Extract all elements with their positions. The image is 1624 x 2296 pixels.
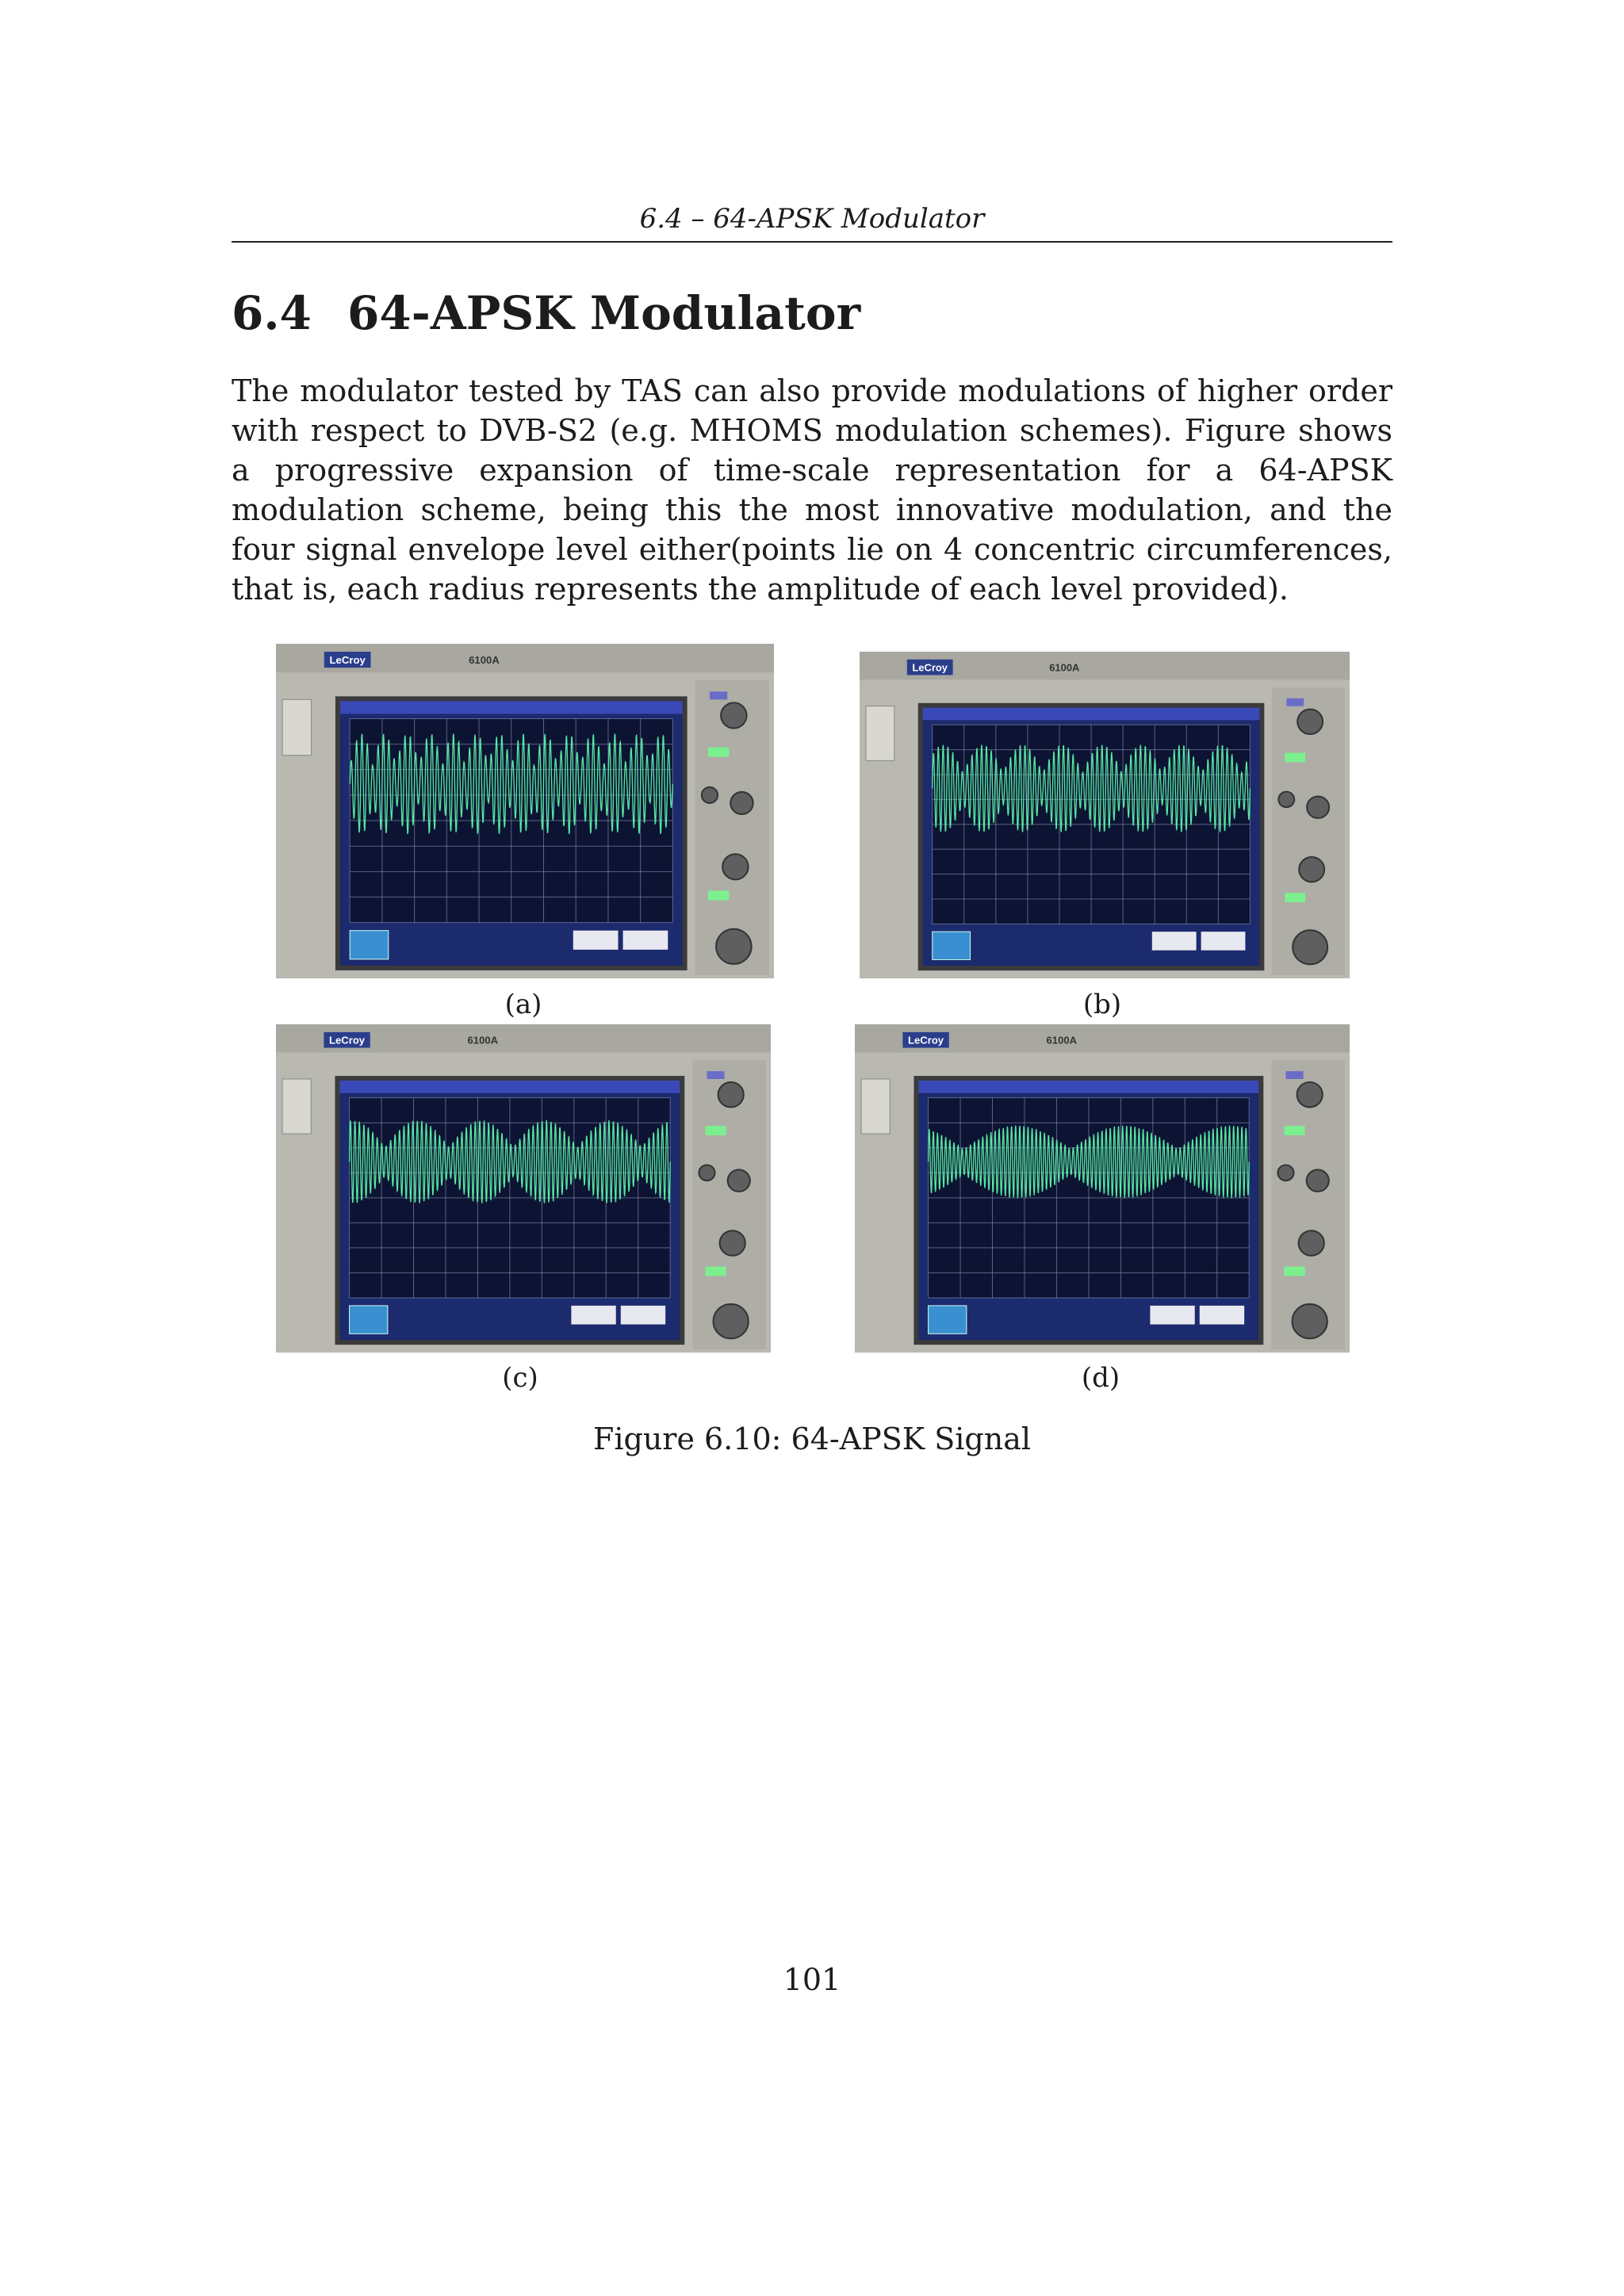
scope-side-sticker xyxy=(861,1079,890,1134)
scope-timebase-box xyxy=(1152,932,1197,951)
scope-green-button xyxy=(705,1126,726,1135)
oscilloscope-illustration xyxy=(276,644,774,978)
scope-knob xyxy=(699,1165,714,1181)
scope-knob xyxy=(1278,792,1294,808)
body-paragraph: The modulator tested by TAS can also provide modulations of higher order with respect to DVB-S2 (e.g. MHOMS modulation schemes). Figure shows a progressive expansion of time-scale representation for a 64-APSK modulation scheme, being this the most innovative modulation, and the four signal envelope level either(points lie on 4 concentric circumferences, that is, each radius represents the amplitude of each level provided). xyxy=(232,373,1392,607)
scope-knob xyxy=(722,854,748,879)
scope-timebase-box xyxy=(573,931,619,950)
scope-brand-text: LeCroy xyxy=(329,1034,366,1047)
subfigure-c-label: (c) xyxy=(502,1362,538,1394)
scope-side-sticker xyxy=(282,1079,311,1134)
scope-knob xyxy=(1299,1230,1324,1256)
scope-knob xyxy=(1299,857,1324,882)
scope-menu-bar xyxy=(340,701,682,714)
scope-trigger-box xyxy=(1201,932,1246,951)
scope-channel-box xyxy=(350,1306,388,1334)
scope-green-button xyxy=(1284,1267,1304,1276)
page-number: 101 xyxy=(783,1962,841,1997)
scope-knob xyxy=(718,1082,744,1108)
scope-button xyxy=(1286,698,1304,706)
scope-knob xyxy=(1297,1082,1323,1108)
scope-green-button xyxy=(1285,753,1305,763)
scope-green-button xyxy=(1284,1126,1304,1135)
oscilloscope-illustration xyxy=(276,1024,771,1353)
scope-model-text: 6100A xyxy=(1046,1034,1078,1047)
scope-model-text: 6100A xyxy=(469,654,500,667)
section-heading xyxy=(232,285,860,341)
scope-model-text: 6100A xyxy=(1049,661,1080,674)
scope-brand-text: LeCroy xyxy=(329,654,366,667)
scope-channel-box xyxy=(350,931,389,959)
scope-knob xyxy=(730,792,753,814)
scope-knob xyxy=(716,929,752,964)
scope-channel-box xyxy=(933,932,971,959)
scope-side-sticker xyxy=(866,706,894,761)
scope-timebase-box xyxy=(1150,1306,1194,1325)
scope-knob xyxy=(1297,710,1323,734)
scope-side-sticker xyxy=(282,699,311,755)
scope-brand-text: LeCroy xyxy=(908,1034,944,1047)
scope-button xyxy=(707,1071,724,1079)
header-rule xyxy=(232,241,1392,243)
scope-menu-bar xyxy=(919,1081,1259,1093)
subfigure-d-label: (d) xyxy=(1081,1362,1120,1394)
scope-green-button xyxy=(708,748,729,757)
subfigure-a-label: (a) xyxy=(504,989,542,1020)
scope-knob xyxy=(1293,1304,1327,1338)
scope-green-button xyxy=(708,890,729,900)
scope-knob xyxy=(714,1304,749,1338)
scope-trigger-box xyxy=(1200,1306,1244,1325)
scope-knob xyxy=(1293,930,1327,964)
running-head: 6.4 – 64-APSK Modulator xyxy=(639,203,985,235)
scope-knob xyxy=(1307,1169,1329,1192)
scope-green-button xyxy=(705,1267,726,1276)
figure-caption: Figure 6.10: 64-APSK Signal xyxy=(592,1422,1032,1456)
scope-menu-bar xyxy=(340,1081,680,1093)
section-title-text: 64-APSK Modulator xyxy=(347,286,861,340)
scope-brand-text: LeCroy xyxy=(912,661,948,674)
scope-trigger-box xyxy=(621,1306,665,1325)
scope-knob xyxy=(728,1169,750,1192)
scope-knob xyxy=(721,702,746,728)
scope-button xyxy=(710,691,727,699)
scope-green-button xyxy=(1285,893,1305,902)
scope-menu-bar xyxy=(923,708,1260,721)
subfigure-c-oscilloscope-photo xyxy=(276,1024,771,1353)
scope-model-text: 6100A xyxy=(467,1034,499,1047)
scope-button xyxy=(1285,1071,1303,1079)
scope-timebase-box xyxy=(571,1306,615,1325)
oscilloscope-illustration xyxy=(860,652,1350,978)
subfigure-b-oscilloscope-photo xyxy=(860,652,1350,978)
scope-channel-box xyxy=(929,1306,967,1334)
subfigure-d-oscilloscope-photo xyxy=(855,1024,1350,1353)
subfigure-a-oscilloscope-photo xyxy=(276,644,774,978)
oscilloscope-illustration xyxy=(855,1024,1350,1353)
scope-knob xyxy=(1307,796,1329,817)
scope-knob xyxy=(720,1230,745,1256)
scope-trigger-box xyxy=(623,931,668,950)
subfigure-b-label: (b) xyxy=(1082,989,1122,1020)
section-number: 6.4 xyxy=(232,286,312,340)
scope-knob xyxy=(1277,1165,1293,1181)
scope-knob xyxy=(702,787,718,803)
